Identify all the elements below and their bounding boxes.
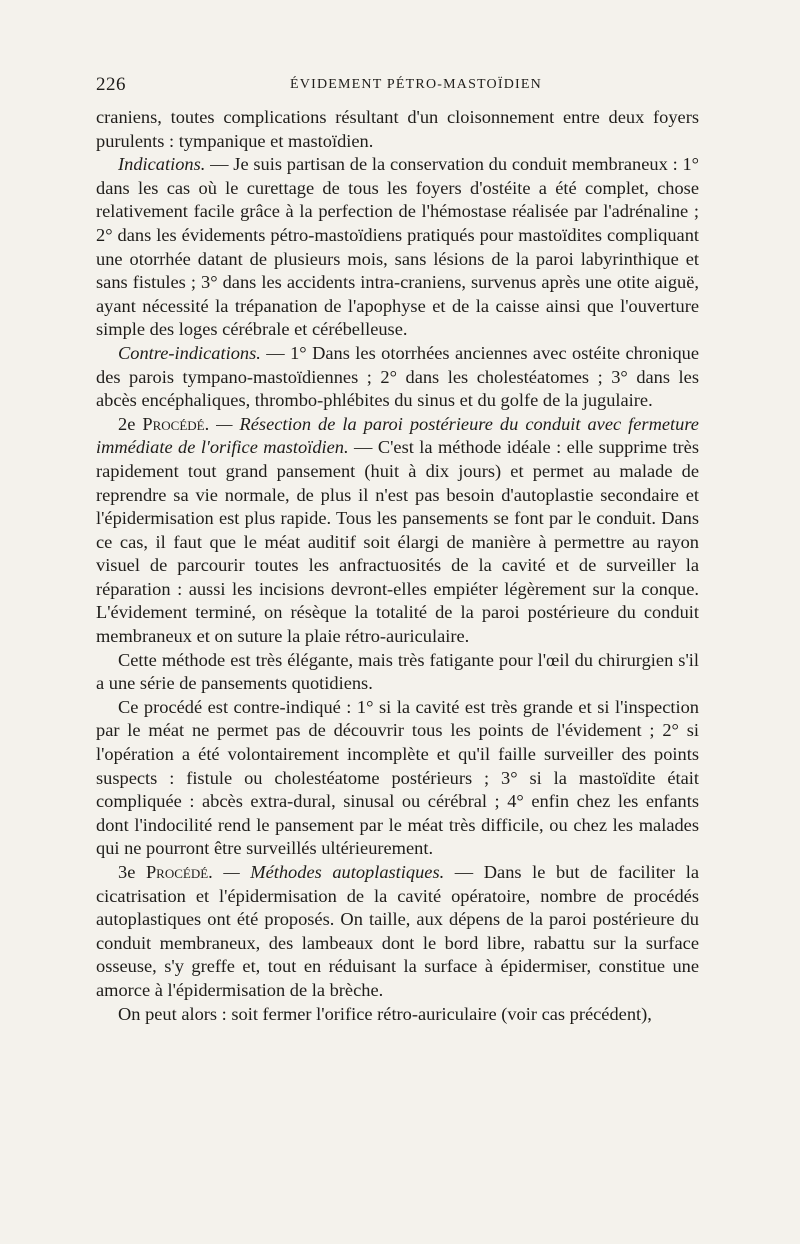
running-title: ÉVIDEMENT PÉTRO-MASTOÏDIEN — [290, 77, 542, 92]
paragraph-indications — [96, 153, 699, 342]
paragraph-text: — 1° Dans les otorrhées anciennes avec ostéite chronique des parois tympano-mastoïdiennes ; 2° dans les cholestéatomes ; 3° dans les abcès encéphaliques, thrombo-phlébites du sinus et du golfe de la jugulaire. — [96, 342, 699, 411]
paragraph-text: Cette méthode est très élégante, mais très fatigante pour l'œil du chirurgien s'il a une série de pansements quotidiens. — [96, 649, 699, 694]
procede-title: — Méthodes autoplastiques. — [212, 862, 445, 882]
paragraph-text: craniens, toutes complications résultant d'un cloisonnement entre deux foyers purulents : tympanique et mastoïdien. — [96, 107, 699, 151]
paragraph-text: — C'est la méthode idéale : elle supprime très rapidement tout grand pansement (huit à dix jours) et permet au malade de reprendre sa vie normale, de plus il n'est pas besoin d'autoplastie secondaire et l'épidermisation est plus rapide. Tous les pansements se font par le conduit. Dans ce cas, il faut que le méat auditif soit élargi de manière à permettre au rayon visuel de parcourir toutes les anfractuosités de la cavité et de surveiller la réparation : aussi les incisions devront-elles empiéter légèrement sur la conque. L'évidement terminé, on résèque la totalité de la paroi postérieure du conduit membraneux et on suture la plaie rétro-auriculaire. — [96, 437, 699, 647]
procede-title: — Résection de la paroi postérieure du conduit avec fermeture immédiate de l'orifice mastoïdien. — [96, 413, 699, 458]
section-lead-indications: Indications. — [118, 154, 206, 175]
paragraph — [96, 1003, 699, 1027]
body-text — [96, 106, 699, 1026]
paragraph-contre-indications — [96, 342, 699, 413]
paragraph-text: — Je suis partisan de la conservation du conduit membraneux : 1° dans les cas où le curettage de tous les foyers d'ostéite a été complet, chose relativement facile grâce à la perfection de l'hémostase réalisée par l'adrénaline ; 2° dans les évidements pétro-mastoïdiens pratiqués pour mastoïdites compliquant une otorrhée datant de plusieurs mois, sans lésions de la paroi labyrinthique et sans fistules ; 3° dans les accidents intra-craniens, survenus après une otite aiguë, ayant nécessité la trépanation de l'apophyse et de la caisse ainsi que l'ouverture simple des loges cérébrale et cérébelleuse. — [96, 154, 699, 340]
paragraph-procede-3 — [96, 861, 699, 1003]
procede-number: 3e — [118, 862, 136, 882]
paragraph — [96, 106, 699, 153]
paragraph-text: On peut alors : soit fermer l'orifice rétro-auriculaire (voir cas précédent), — [118, 1003, 652, 1024]
procede-label: Procédé. — [142, 413, 210, 434]
paragraph — [96, 649, 699, 696]
page-number: 226 — [96, 74, 126, 95]
procede-number: 2e — [118, 413, 136, 434]
paragraph-text: Ce procédé est contre-indiqué : 1° si la cavité est très grande et si l'inspection par le méat ne permet pas de découvrir tous les points de l'évidement ; 2° si l'opération a été volontairement incomplète et qu'il faille surveiller des points suspects : fistule ou cholestéatome postérieurs ; 3° si la mastoïdite était compliquée : abcès extra-dural, sinusal ou cérébral ; 4° enfin chez les enfants dont l'indocilité rend le pansement par le méat très difficile, ou chez les malades qui ne pourront être surveillés ultérieurement. — [96, 696, 699, 859]
paragraph-procede-2 — [96, 413, 699, 649]
paragraph — [96, 696, 699, 861]
page-header — [96, 74, 696, 98]
procede-label: Procédé. — [145, 862, 213, 882]
paragraph-text: — Dans le but de faciliter la cicatrisation et l'épidermisation de la cavité opératoire, nombre de procédés autoplastiques ont été proposés. On taille, aux dépens de la paroi postérieure du conduit membraneux, des lambeaux dont le bord libre, rabattu sur la surface osseuse, s'y greffe et, tout en réduisant la surface à épidermiser, constitue une amorce à l'épidermisation de la brèche. — [96, 862, 699, 1000]
section-lead-contre-indications: Contre-indications. — [118, 342, 261, 363]
